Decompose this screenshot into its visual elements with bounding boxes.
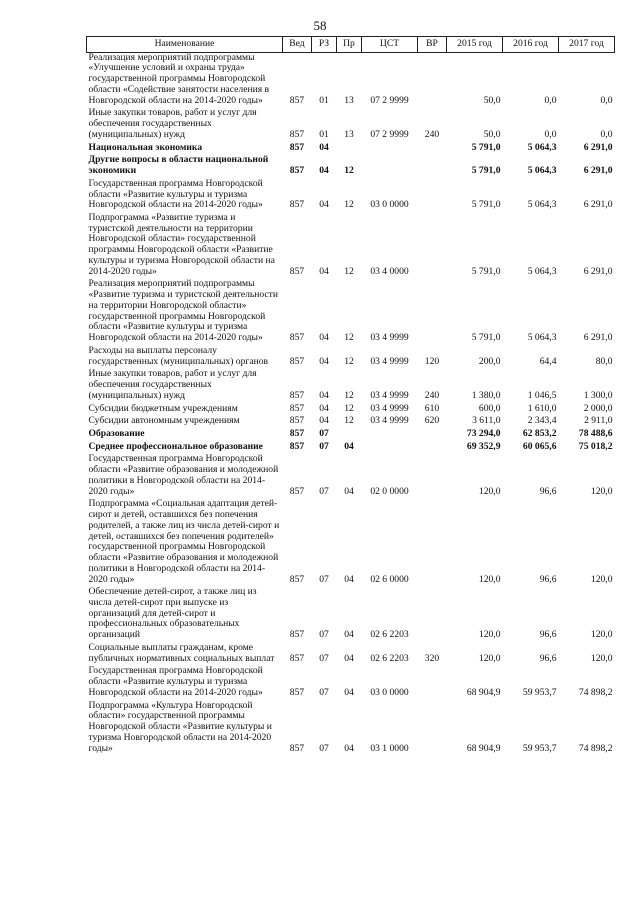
cell-pr: 12 (344, 165, 354, 177)
cell-cst: 03 0 0000 (370, 686, 409, 698)
cell-ved: 857 (289, 402, 305, 414)
cell-rz: 04 (319, 355, 329, 367)
cell-rz: 07 (319, 440, 329, 452)
table-row (87, 153, 615, 176)
cell-y2015: 5 791,0 (471, 165, 501, 177)
cell-y2017: 6 291,0 (583, 141, 613, 153)
cell-y2015: 120,0 (478, 573, 501, 585)
cell-rz: 07 (319, 427, 329, 439)
cell-y2016: 1 610,0 (527, 402, 557, 414)
cell-y2016: 64,4 (539, 355, 557, 367)
cell-vr (418, 585, 447, 641)
cell-pr (337, 141, 362, 154)
cell-vr (418, 177, 447, 211)
cell-rz: 04 (319, 402, 329, 414)
cell-vr: 240 (424, 128, 440, 140)
cell-y2015: 120,0 (478, 652, 501, 664)
cell-pr: 12 (344, 402, 354, 414)
cell-y2015: 200,0 (478, 355, 501, 367)
cell-vr: 120 (424, 355, 440, 367)
cell-vr (418, 699, 447, 755)
cell-cst (362, 427, 418, 440)
cell-ved: 857 (289, 128, 305, 140)
cell-cst: 07 2 9999 (370, 128, 409, 140)
cell-y2016: 5 064,3 (527, 265, 557, 277)
cell-cst: 03 4 9999 (370, 355, 409, 367)
cell-cst: 02 6 2203 (370, 629, 409, 641)
cell-ved: 857 (289, 141, 305, 153)
cell-cst: 03 4 0000 (370, 265, 409, 277)
cell-cst: 02 0 0000 (370, 485, 409, 497)
cell-rz: 04 (319, 415, 329, 427)
cell-y2017: 2 000,0 (583, 402, 613, 414)
cell-y2016: 5 064,3 (527, 199, 557, 211)
cell-vr (418, 497, 447, 585)
cell-y2015: 3 611,0 (472, 415, 501, 427)
cell-vr (418, 52, 447, 106)
cell-y2016: 0,0 (544, 94, 557, 106)
page-number: 58 (313, 18, 327, 33)
cell-rz: 07 (319, 485, 329, 497)
cell-y2017: 0,0 (600, 128, 613, 140)
cell-y2016: 1 046,5 (527, 389, 557, 401)
cell-y2017: 120,0 (590, 485, 613, 497)
cell-ved: 857 (289, 165, 305, 177)
cell-ved: 857 (289, 485, 305, 497)
cell-y2016: 5 064,3 (527, 165, 557, 177)
cell-y2016: 96,6 (539, 573, 557, 585)
cell-y2015: 68 904,9 (466, 686, 501, 698)
cell-rz: 07 (319, 686, 329, 698)
cell-y2017: 120,0 (590, 573, 613, 585)
cell-rz: 04 (319, 141, 329, 153)
cell-pr: 12 (344, 265, 354, 277)
cell-name: Подпрограмма «Культура Новгородской области» государственной программы Новгородской области «Развитие культуры и туризма Новгородской области на 2014-2020 годы» (88, 699, 272, 754)
cell-name: Субсидии автономным учреждениям (88, 415, 240, 427)
cell-rz: 01 (319, 94, 329, 106)
cell-rz: 01 (319, 128, 329, 140)
cell-vr (418, 664, 447, 698)
cell-y2017: 120,0 (590, 629, 613, 641)
cell-name: Государственная программа Новгородской области «Развитие образования и молодежной политики в Новгородской области на 2014-2020 годы» (88, 453, 279, 497)
cell-name: Реализация мероприятий подпрограммы «Развитие туризма и туристской деятельности на территории Новгородской области» государственной программы Новгородской области «Развитие культуры и туризма Новгородской области на 2014-2020 годы» (88, 278, 279, 344)
cell-name: Государственная программа Новгородской области «Развитие культуры и туризма Новгородской области на 2014-2020 годы» (88, 177, 263, 211)
cell-ved: 857 (289, 355, 305, 367)
cell-vr: 610 (424, 402, 440, 414)
cell-rz: 04 (319, 199, 329, 211)
cell-name: Подпрограмма «Развитие туризма и туристской деятельности на территории Новгородской области» государственной программы Новгородской области «Развитие культуры и туризма Новгородской области на 2014-2020 годы» (88, 212, 275, 277)
cell-vr (418, 211, 447, 277)
cell-pr: 04 (344, 652, 354, 664)
cell-y2015: 50,0 (483, 128, 501, 140)
cell-rz: 07 (319, 652, 329, 664)
cell-pr: 13 (344, 94, 354, 106)
cell-name: Иные закупки товаров, работ и услуг для обеспечения государственных (муниципальных) нужд (88, 107, 257, 140)
cell-ved: 857 (289, 742, 305, 754)
cell-y2016: 60 065,6 (522, 440, 557, 452)
cell-y2017: 74 898,2 (578, 686, 613, 698)
cell-pr: 04 (344, 440, 354, 452)
table-row (87, 664, 615, 698)
cell-name: Образование (88, 427, 145, 439)
cell-rz: 04 (319, 332, 329, 344)
cell-ved: 857 (289, 199, 305, 211)
cell-ved: 857 (289, 332, 305, 344)
cell-y2015: 120,0 (478, 485, 501, 497)
cell-y2016: 5 064,3 (527, 141, 557, 153)
table-row (87, 641, 615, 664)
cell-pr: 12 (344, 415, 354, 427)
cell-y2015: 50,0 (483, 94, 501, 106)
cell-y2015: 5 791,0 (471, 141, 501, 153)
cell-cst: 03 4 9999 (370, 415, 409, 427)
table-row (87, 585, 615, 641)
cell-ved: 857 (289, 94, 305, 106)
table-body (87, 52, 615, 754)
cell-pr: 04 (344, 629, 354, 641)
cell-y2015: 5 791,0 (471, 265, 501, 277)
table-row (87, 699, 615, 755)
cell-cst (362, 440, 418, 453)
cell-ved: 857 (289, 415, 305, 427)
cell-y2017: 2 911,0 (584, 415, 613, 427)
cell-rz: 04 (319, 165, 329, 177)
cell-vr (418, 141, 447, 154)
cell-y2017: 75 018,2 (578, 440, 613, 452)
cell-ved: 857 (289, 573, 305, 585)
cell-y2017: 6 291,0 (583, 265, 613, 277)
cell-vr (418, 440, 447, 453)
table-row (87, 427, 615, 440)
cell-y2016: 62 853,2 (522, 427, 557, 439)
column-header-pr: Пр (337, 37, 362, 53)
column-header-rz: РЗ (312, 37, 337, 53)
cell-ved: 857 (289, 265, 305, 277)
column-header-vr: ВР (418, 37, 447, 53)
cell-y2015: 5 791,0 (471, 332, 501, 344)
cell-y2016: 96,6 (539, 652, 557, 664)
table-row (87, 106, 615, 140)
cell-y2017: 6 291,0 (583, 199, 613, 211)
table-row (87, 440, 615, 453)
cell-vr (418, 427, 447, 440)
cell-y2017: 6 291,0 (583, 332, 613, 344)
cell-pr: 12 (344, 199, 354, 211)
cell-pr: 12 (344, 355, 354, 367)
table-row (87, 452, 615, 497)
cell-y2017: 78 488,6 (578, 427, 613, 439)
column-header-2017: 2017 год (559, 37, 615, 53)
cell-vr: 240 (424, 389, 440, 401)
budget-table (86, 36, 615, 754)
cell-ved: 857 (289, 389, 305, 401)
cell-ved: 857 (289, 440, 305, 452)
cell-vr: 320 (424, 652, 440, 664)
cell-y2017: 1 300,0 (583, 389, 613, 401)
column-header-name: Наименование (87, 37, 283, 53)
table-row (87, 344, 615, 367)
cell-cst (362, 141, 418, 154)
cell-name: Обеспечение детей-сирот, а также лиц из числа детей-сирот при выпуске из организаций для детей-сирот и профессиональных образовательных организаций (88, 586, 257, 641)
cell-pr: 04 (344, 485, 354, 497)
table-row (87, 177, 615, 211)
cell-rz: 07 (319, 742, 329, 754)
cell-y2016: 96,6 (539, 629, 557, 641)
cell-y2016: 5 064,3 (527, 332, 557, 344)
cell-name: Среднее профессиональное образование (88, 440, 263, 452)
cell-name: Национальная экономика (88, 141, 203, 153)
cell-y2017: 80,0 (595, 355, 613, 367)
cell-ved: 857 (289, 652, 305, 664)
table-row (87, 52, 615, 106)
column-header-2015: 2015 год (447, 37, 503, 53)
cell-y2015: 5 791,0 (471, 199, 501, 211)
cell-ved: 857 (289, 427, 305, 439)
cell-cst: 03 4 9999 (370, 389, 409, 401)
cell-y2017: 74 898,2 (578, 742, 613, 754)
cell-pr: 12 (344, 332, 354, 344)
cell-name: Реализация мероприятий подпрограммы «Улучшение условий и охраны труда» государственной программы Новгородской области «Содействие занятости населения в Новгородской области на 2014-2020 годы» (88, 51, 270, 106)
cell-pr: 12 (344, 389, 354, 401)
cell-cst: 03 4 9999 (370, 332, 409, 344)
cell-cst: 02 6 2203 (370, 652, 409, 664)
cell-name: Субсидии бюджетным учреждениям (88, 402, 238, 414)
cell-y2017: 6 291,0 (583, 165, 613, 177)
cell-name: Расходы на выплаты персоналу государственных (муниципальных) органов (88, 344, 269, 367)
cell-y2015: 69 352,9 (466, 440, 501, 452)
cell-pr: 04 (344, 686, 354, 698)
cell-y2017: 120,0 (590, 652, 613, 664)
cell-name: Социальные выплаты гражданам, кроме публичных нормативных социальных выплат (88, 641, 275, 664)
column-header-ved: Вед (283, 37, 312, 53)
cell-ved: 857 (289, 629, 305, 641)
cell-cst: 03 4 9999 (370, 402, 409, 414)
cell-cst: 03 1 0000 (370, 742, 409, 754)
table-row (87, 277, 615, 343)
table-header-row (87, 37, 615, 53)
cell-pr: 04 (344, 573, 354, 585)
table-row (87, 402, 615, 415)
cell-y2016: 0,0 (544, 128, 557, 140)
cell-name: Государственная программа Новгородской области «Развитие культуры и туризма Новгородской области на 2014-2020 годы» (88, 665, 263, 698)
cell-vr: 620 (424, 415, 440, 427)
cell-cst: 07 2 9999 (370, 94, 409, 106)
cell-cst: 03 0 0000 (370, 199, 409, 211)
table-row (87, 211, 615, 277)
cell-vr (418, 277, 447, 343)
cell-y2015: 120,0 (478, 629, 501, 641)
column-header-cst: ЦСТ (362, 37, 418, 53)
cell-rz: 07 (319, 629, 329, 641)
cell-pr: 04 (344, 742, 354, 754)
cell-cst: 02 6 0000 (370, 573, 409, 585)
cell-y2015: 1 380,0 (471, 389, 501, 401)
cell-y2016: 2 343,4 (527, 415, 557, 427)
cell-y2016: 59 953,7 (522, 686, 557, 698)
table-row (87, 367, 615, 401)
cell-vr (418, 452, 447, 497)
cell-y2015: 68 904,9 (466, 742, 501, 754)
cell-rz: 07 (319, 573, 329, 585)
column-header-2016: 2016 год (503, 37, 559, 53)
table-row (87, 141, 615, 154)
cell-name: Подпрограмма «Социальная адаптация детей-сирот и детей, оставшихся без попечения родителей, а также лиц из числа детей-сирот и детей, оставшихся без попечения родителей» государственной программы Новгородской области «Развитие образования и молодежной политики в Новгородской области на 2014-2020 годы» (88, 498, 280, 585)
cell-y2016: 96,6 (539, 485, 557, 497)
table-row (87, 497, 615, 585)
cell-y2017: 0,0 (600, 94, 613, 106)
cell-y2015: 600,0 (478, 402, 501, 414)
cell-vr (418, 153, 447, 176)
cell-pr (337, 427, 362, 440)
cell-name: Иные закупки товаров, работ и услуг для обеспечения государственных (муниципальных) нужд (88, 368, 257, 401)
cell-cst (362, 153, 418, 176)
cell-pr: 13 (344, 128, 354, 140)
cell-rz: 04 (319, 265, 329, 277)
cell-rz: 04 (319, 389, 329, 401)
cell-y2015: 73 294,0 (466, 427, 501, 439)
cell-y2016: 59 953,7 (522, 742, 557, 754)
table-row (87, 414, 615, 427)
cell-name: Другие вопросы в области национальной экономики (88, 154, 269, 177)
cell-ved: 857 (289, 686, 305, 698)
